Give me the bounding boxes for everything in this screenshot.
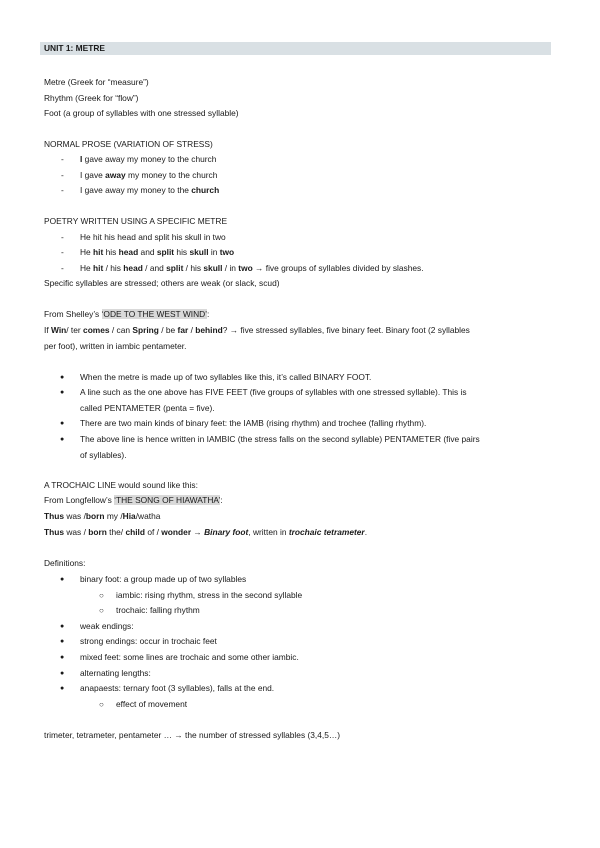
trochaic-example: Thus was / born the/ child of / wonder → Binary foot, written in trochaic tetrameter. [44, 527, 368, 537]
shelley-line: If Win/ ter comes / can Spring / be far / behind? → five stressed syllables, five binary feet. Binary foot (2 syllables [44, 325, 470, 335]
longfellow-title: ‘THE SONG OF HIAWATHA’ [114, 495, 221, 505]
shelley-line-cont: per foot), written in iambic pentameter. [44, 341, 187, 351]
prose-heading: NORMAL PROSE (VARIATION OF STRESS) [44, 139, 213, 149]
poetry-example: He hit his head and split his skull in two [80, 232, 226, 242]
unit-title: UNIT 1: METRE [44, 43, 105, 53]
bullet-text: There are two main kinds of binary feet: the IAMB (rising rhythm) and trochee (falling rhythm). [80, 418, 427, 428]
poetry-example: He hit his head and split his skull in two [80, 247, 235, 257]
trochaic-heading: A TROCHAIC LINE would sound like this: [44, 480, 198, 490]
bullet-marker: ● [60, 654, 65, 661]
bullet-marker: ● [60, 420, 65, 427]
definition-subitem: iambic: rising rhythm, stress in the second syllable [116, 590, 303, 600]
bullet-text: The above line is hence written in IAMBIC (the stress falls on the second syllable) PENTAMETER (five pairs [80, 434, 480, 444]
longfellow-source: From Longfellow’s ‘THE SONG OF HIAWATHA’: [44, 495, 223, 505]
bullet-marker: ● [60, 576, 65, 583]
prose-example: I gave away my money to the church [80, 154, 217, 164]
shelley-source: From Shelley’s ‘ODE TO THE WEST WIND’: [44, 309, 210, 319]
foot-definition: Foot (a group of syllables with one stressed syllable) [44, 108, 239, 118]
bullet-marker: ● [60, 623, 65, 630]
sub-bullet-marker: ○ [99, 700, 104, 709]
bullet-text-cont: of syllables). [80, 450, 127, 460]
bullet-marker: ● [60, 389, 65, 396]
definition-subitem: effect of movement [116, 699, 188, 709]
metre-definition: Metre (Greek for “measure”) [44, 77, 149, 87]
footer-note: trimeter, tetrameter, pentameter … → the number of stressed syllables (3,4,5…) [44, 730, 341, 740]
prose-example: I gave away my money to the church [80, 170, 218, 180]
bullet-marker: ● [60, 670, 65, 677]
dash-marker: - [61, 154, 64, 164]
trochaic-example: Thus was /born my /Hia/watha [44, 511, 161, 521]
sub-bullet-marker: ○ [99, 591, 104, 600]
title-highlight-bar [40, 42, 551, 55]
dash-marker: - [61, 247, 64, 257]
dash-marker: - [61, 232, 64, 242]
definition-item: mixed feet: some lines are trochaic and some other iambic. [80, 652, 299, 662]
definition-item: strong endings: occur in trochaic feet [80, 636, 217, 646]
sub-bullet-marker: ○ [99, 606, 104, 615]
bullet-marker: ● [60, 685, 65, 692]
bullet-text: When the metre is made up of two syllables like this, it’s called BINARY FOOT. [80, 372, 372, 382]
poetry-heading: POETRY WRITTEN USING A SPECIFIC METRE [44, 216, 228, 226]
definition-item: anapaests: ternary foot (3 syllables), falls at the end. [80, 683, 275, 693]
dash-marker: - [61, 263, 64, 273]
definition-item: weak endings: [80, 621, 134, 631]
bullet-text: A line such as the one above has FIVE FEET (five groups of syllables with one stressed syllable). This is [80, 387, 467, 397]
definition-subitem: trochaic: falling rhythm [116, 605, 200, 615]
dash-marker: - [61, 185, 64, 195]
dash-marker: - [61, 170, 64, 180]
bullet-marker: ● [60, 638, 65, 645]
bullet-text-cont: called PENTAMETER (penta = five). [80, 403, 215, 413]
shelley-title: ‘ODE TO THE WEST WIND’ [101, 309, 208, 319]
definition-item: binary foot: a group made up of two syllables [80, 574, 247, 584]
rhythm-definition: Rhythm (Greek for “flow”) [44, 93, 139, 103]
bullet-marker: ● [60, 436, 65, 443]
bullet-marker: ● [60, 374, 65, 381]
stress-note: Specific syllables are stressed; others are weak (or slack, scud) [44, 278, 280, 288]
prose-example: I gave away my money to the church [80, 185, 220, 195]
definition-item: alternating lengths: [80, 668, 151, 678]
poetry-example-scanned: He hit / his head / and split / his skull / in two → five groups of syllables divided by slashes. [80, 263, 424, 273]
definitions-heading: Definitions: [44, 558, 86, 568]
